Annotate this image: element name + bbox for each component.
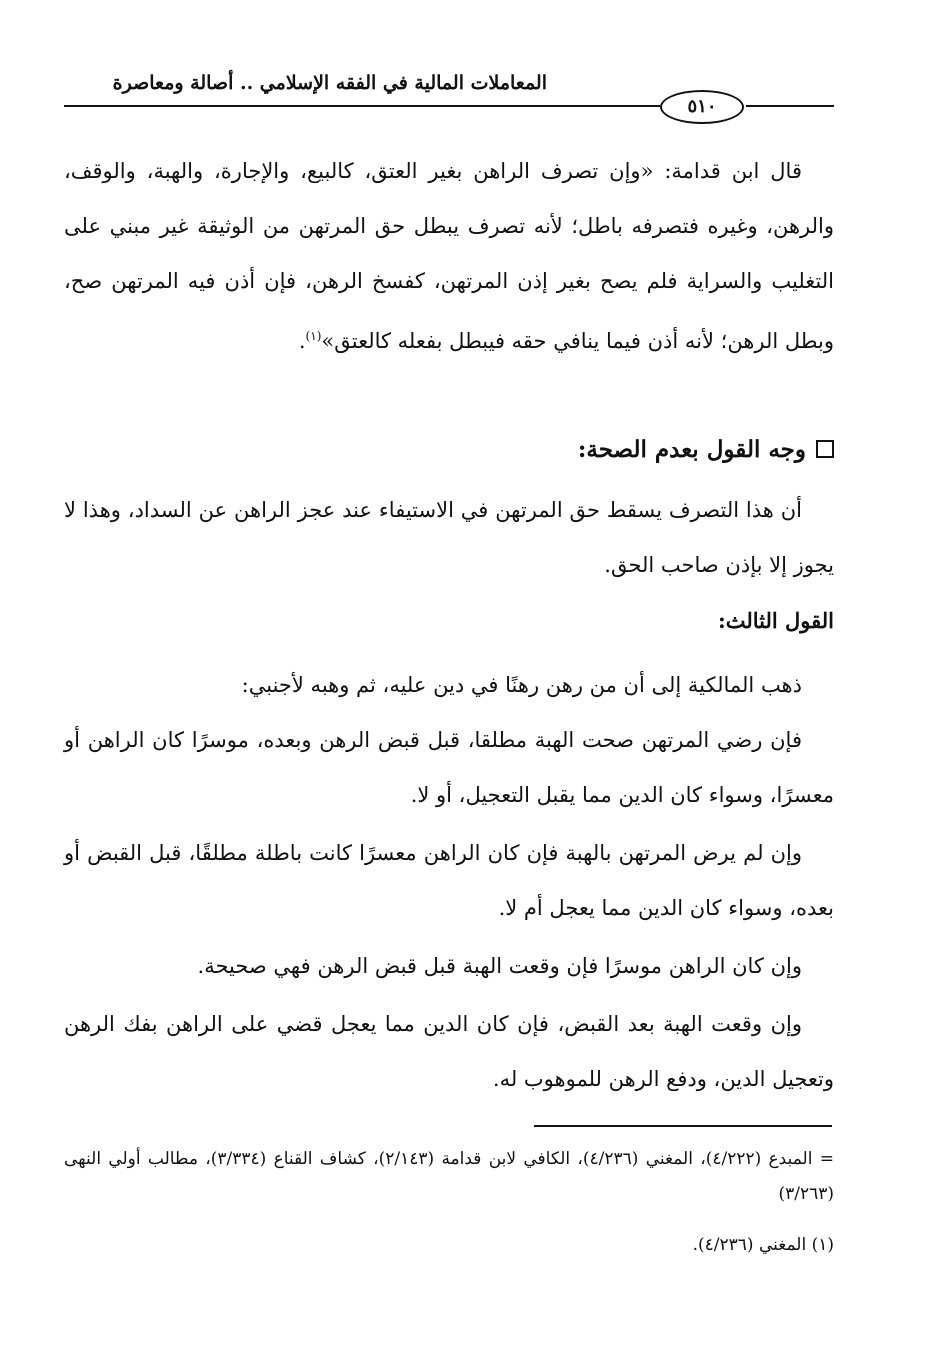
maliki-paragraph [64, 658, 834, 713]
section-heading-third-opinion: القول الثالث: [717, 608, 834, 633]
heading-text: وجه القول بعدم الصحة: [577, 436, 806, 463]
after-possession-paragraph [64, 997, 834, 1107]
solvent-text: وإن كان الراهن موسرًا فإن وقعت الهبة قبل قبض الرهن فهي صحيحة. [197, 954, 802, 978]
running-title: المعاملات المالية في الفقه الإسلامي .. أصالة ومعاصرة [112, 72, 547, 94]
solvent-paragraph [64, 939, 834, 994]
after-possession-text: وإن وقعت الهبة بعد القبض، فإن كان الدين مما يعجل قضي على الراهن بفك الرهن وتعجيل الدين، ودفع الرهن للموهوب له. [64, 1012, 834, 1091]
footnote-ref: (١) [305, 329, 322, 343]
checkbox-icon [816, 440, 834, 458]
quote-paragraph [64, 144, 834, 369]
footnote-1: (١) المغني (٤/٢٣٦). [692, 1235, 834, 1255]
quote-end: . [298, 329, 306, 353]
maliki-text: ذهب المالكية إلى أن من رهن رهنًا في دين عليه، ثم وهبه لأجنبي: [241, 673, 802, 697]
consent-paragraph [64, 713, 834, 823]
reason-paragraph [64, 483, 834, 593]
page-number: ٥١٠ [660, 90, 744, 124]
consent-text: فإن رضي المرتهن صحت الهبة مطلقا، قبل قبض الرهن وبعده، موسرًا كان الراهن أو معسرًا، وسواء كان الدين مما يقبل التعجيل، أو لا. [64, 728, 834, 807]
footnote-continued: = المبدع (٤/٢٢٢)، المغني (٤/٢٣٦)، الكافي لابن قدامة (٢/١٤٣)، كشاف القناع (٣/٣٣٤)، مطالب أولي النهى (٣/٢٦٣) [64, 1149, 834, 1204]
footnote-rule [534, 1125, 832, 1127]
no-consent-paragraph [64, 826, 834, 936]
reason-text: أن هذا التصرف يسقط حق المرتهن في الاستيفاء عند عجز الراهن عن السداد، وهذا لا يجوز إلا بإذن صاحب الحق. [64, 498, 834, 577]
no-consent-text: وإن لم يرض المرتهن بالهبة فإن كان الراهن معسرًا كانت باطلة مطلقًا، قبل القبض أو بعده، وسواء كان الدين مما يعجل أم لا. [64, 841, 834, 920]
header-rule [64, 105, 660, 107]
quote-text: قال ابن قدامة: «وإن تصرف الراهن بغير العتق، كالبيع، والإجارة، والهبة، والوقف، والرهن، وغيره فتصرفه باطل؛ لأنه تصرف يبطل حق المرتهن من الوثيقة غير مبني على التغليب والسراية فلم يصح بغير إذن المرتهن، كفسخ الرهن، فإن أذن فيه المرتهن صح، وبطل الرهن؛ لأنه أذن فيما ينافي حقه فيبطل بفعله كالعتق» [64, 159, 834, 353]
header-rule-right [746, 105, 834, 107]
section-heading-reason [64, 430, 834, 470]
